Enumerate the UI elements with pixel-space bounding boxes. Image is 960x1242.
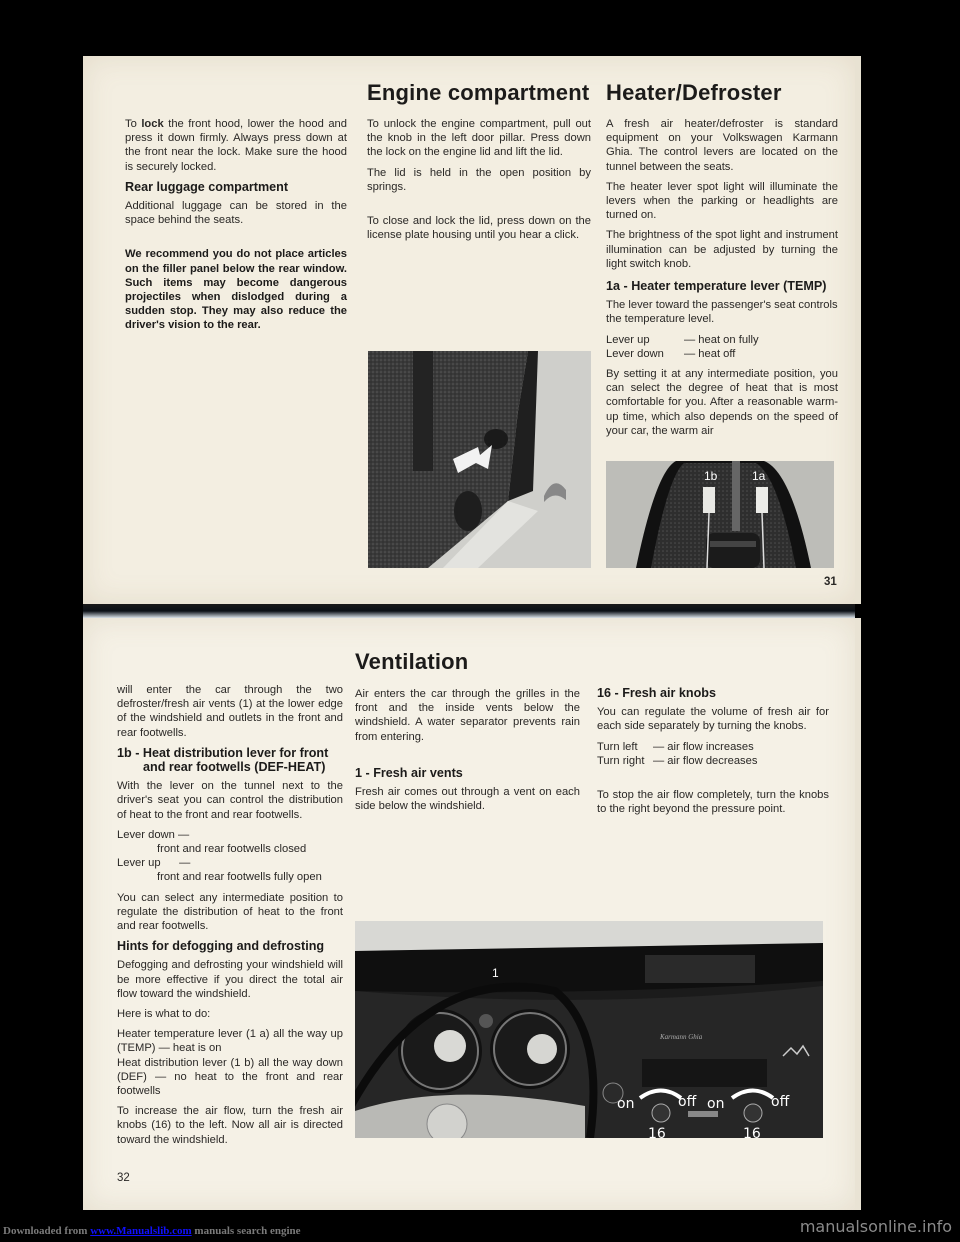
heater-defroster-heading: Heater/Defroster [606,80,782,105]
lever-label-1a: 1a [752,469,766,483]
fresh-air-knobs-paragraph: You can regulate the volume of fresh air for each side separately by turning the knobs. [597,706,829,733]
ventilation-heading: Ventilation [355,649,469,674]
dashboard-photo [355,921,823,1138]
hood-lock-paragraph: To lock the front hood, lower the hood and press it down firmly. Always press down at the front near the lock. Make sure the hood is securely locked. [125,118,347,173]
dashboard-illustration [355,921,823,1138]
knob-row: Turn right — air flow decreases [597,754,758,767]
temp-lever-positions [606,333,838,361]
fresh-air-knobs-heading: 16 - Fresh air knobs [597,686,716,700]
hood-lock-column [125,117,347,339]
temp-lever-heading: 1a - Heater temperature lever (TEMP) [606,279,827,294]
lever-down-desc: front and rear footwells closed [157,843,307,856]
on-label-left: on [617,1096,635,1112]
engine-release-photo [368,351,591,568]
defogging-hints-heading: Hints for defogging and defrosting [117,939,325,954]
temp-lever-paragraph: The lever toward the passenger's seat controls the temperature level. [606,299,838,326]
page-number-31: 31 [824,576,837,588]
on-label-right: on [707,1096,725,1112]
lever-down-label: Lever down — [117,828,190,841]
page-edge [855,56,861,604]
luggage-warning: We recommend you do not place articles on the filler panel below the rear window. Such items may become dangerous projectiles when dislodged during a sudden stop. They may also reduce the driver's vision to the rear. [125,248,347,332]
knob-row: Turn left — air flow increases [597,740,754,753]
hints-paragraph-4: Heat distribution lever (1 b) all the way down (DEF) — no heat to the front and rear footwells [117,1056,343,1098]
knob-label-left: 16 [648,1126,666,1138]
heat-distribution-paragraph: With the lever on the tunnel next to the driver's seat you can control the distribution of heat to the front and rear footwells. [117,780,343,821]
temp-lever-paragraph-2: By setting it at any intermediate position, you can select the degree of heat that is most comfortable for you. After a reasonable warm-up time, which also depends on the speed of your car, the warm air [606,368,838,437]
karmann-ghia-badge: Karmann Ghia [660,1033,703,1041]
warm-air-continuation: will enter the car through the two defroster/fresh air vents (1) at the lower edge of the windshield and outlets in the front and rear footwells. [117,684,343,739]
heater-paragraph-2: The heater lever spot light will illuminate the levers when the parking or headlights are turned on. [606,180,838,222]
download-footer: Downloaded from www.Manualslib.com manuals search engine [3,1225,301,1237]
engine-release-illustration [368,351,591,568]
heat-distribution-heading: 1b - Heat distribution lever for front and rear footwells (DEF-HEAT) [117,745,329,775]
heater-defroster-column [606,117,838,444]
watermark: manualsonline.info [799,1217,952,1236]
temp-row: Lever down — heat off [606,347,736,360]
lever-label-1b: 1b [704,469,718,483]
engine-compartment-heading: Engine compartment [367,80,590,105]
page-divider [83,604,855,618]
knob-label-right: 16 [743,1126,761,1138]
rear-luggage-heading: Rear luggage compartment [125,179,289,194]
heater-levers-illustration [606,461,834,568]
ventilation-column [355,687,580,819]
page-number-32: 32 [117,1172,130,1184]
knob-directions [597,740,829,768]
engine-paragraph-2: The lid is held in the open position by springs. [367,166,591,193]
ventilation-paragraph: Air enters the car through the grilles in the front and the inside vents below the windshield. A water separator prevents rain from entering. [355,688,580,743]
fresh-air-knobs-paragraph-2: To stop the air flow completely, turn the knobs to the right beyond the pressure point. [597,789,829,816]
off-label-right: off [771,1094,790,1110]
manualslib-link[interactable]: www.Manualslib.com [90,1225,192,1237]
heat-distribution-paragraph-2: You can select any intermediate position to regulate the distribution of heat to the front and rear footwells. [117,891,343,933]
heater-levers-photo [606,461,834,568]
heater-paragraph-1: A fresh air heater/defroster is standard equipment on your Volkswagen Karmann Ghia. The control levers are located on the tunnel between the seats. [606,118,838,173]
hints-paragraph-3: Heater temperature lever (1 a) all the way up (TEMP) — heat is on [117,1028,343,1055]
heat-distribution-column [117,683,343,1153]
engine-paragraph-3: To close and lock the lid, press down on the license plate housing until you hear a click. [367,215,591,242]
fresh-air-vents-heading: 1 - Fresh air vents [355,765,463,780]
off-label-left: off [678,1094,697,1110]
temp-row: Lever up — heat on fully [606,333,759,346]
hints-paragraph-5: To increase the air flow, turn the fresh air knobs (16) to the left. Now all air is directed toward the windshield. [117,1105,343,1146]
page-edge [855,618,861,1210]
rear-luggage-paragraph: Additional luggage can be stored in the space behind the seats. [125,200,347,227]
lever-up-desc: front and rear footwells fully open [157,871,322,884]
lever-up-label: Lever up — [117,857,191,870]
engine-paragraph-1: To unlock the engine compartment, pull out the knob in the left door pillar. Press down the lock on the engine lid and lift the lid. [367,118,591,159]
hints-paragraph-2: Here is what to do: [117,1008,211,1021]
engine-compartment-column [367,117,591,248]
fresh-air-knobs-column [597,684,829,822]
hints-paragraph-1: Defogging and defrosting your windshield will be more effective if you direct the total air flow toward the windshield. [117,959,343,1000]
distribution-lever-positions [117,828,343,885]
fresh-air-vents-paragraph: Fresh air comes out through a vent on each side below the windshield. [355,786,580,813]
vent-label: 1 [492,966,499,980]
heater-paragraph-3: The brightness of the spot light and instrument illumination can be adjusted by turning the light switch knob. [606,229,838,270]
